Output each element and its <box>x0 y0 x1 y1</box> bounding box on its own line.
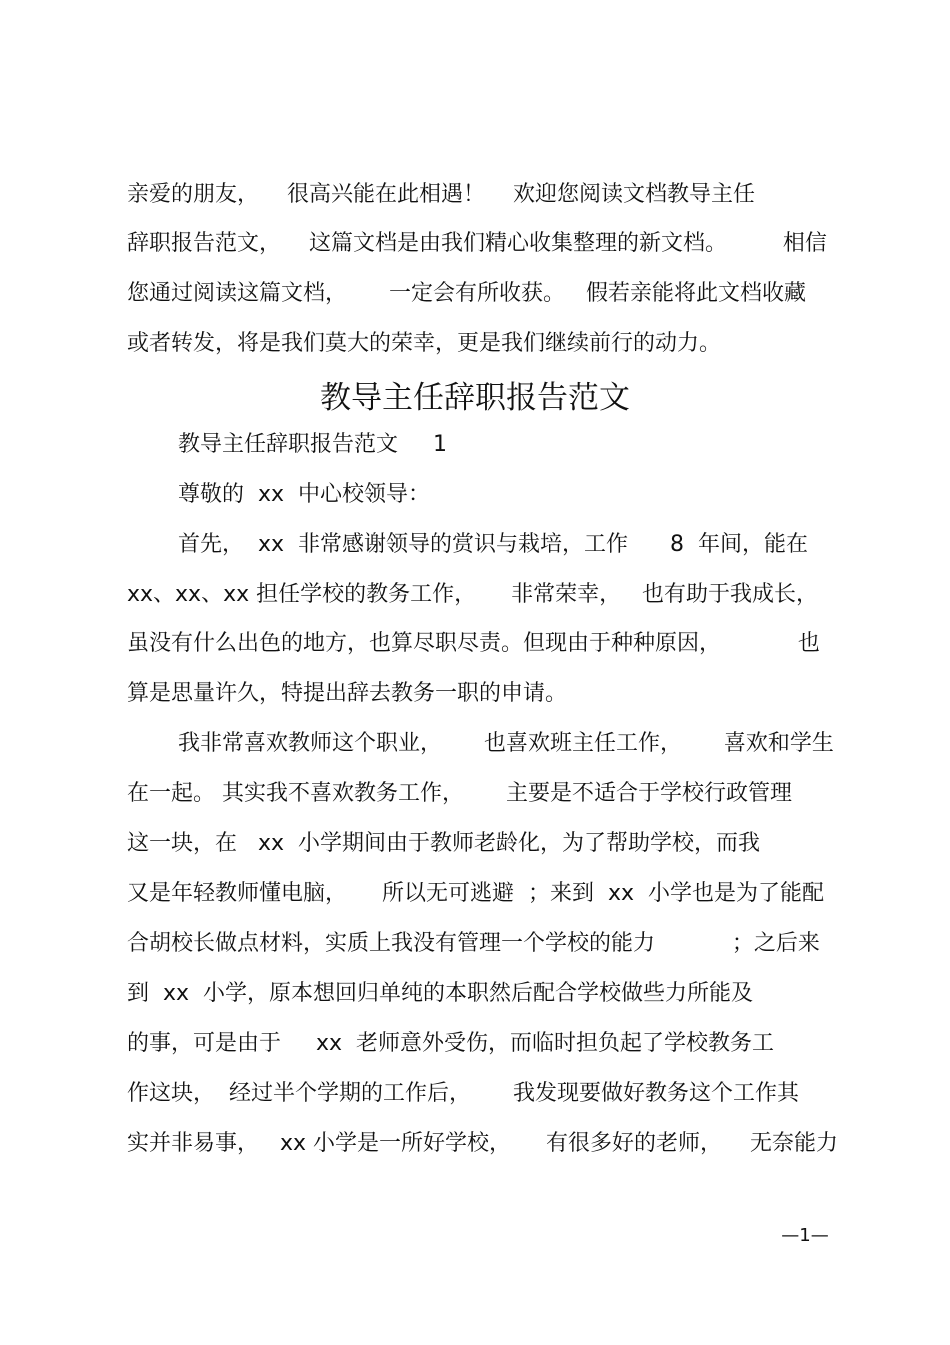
body-line: 在一起。 其实我不喜欢教务工作， 主要是不适合于学校行政管理 <box>127 781 792 806</box>
body-line: 这一块，在 xx 小学期间由于教师老龄化，为了帮助学校，而我 <box>127 831 761 856</box>
intro-line-4: 或者转发，将是我们莫大的荣幸，更是我们继续前行的动力。 <box>127 331 722 356</box>
body-line: 我非常喜欢教师这个职业， 也喜欢班主任工作， 喜欢和学生 <box>178 731 834 756</box>
body-line: xx、xx、xx 担任学校的教务工作， 非常荣幸， 也有助于我成长， <box>127 582 819 607</box>
body-line: 的事，可是由于 xx 老师意外受伤，而临时担负起了学校教务工 <box>127 1031 774 1056</box>
body-line: 首先， xx 非常感谢领导的赏识与栽培，工作 8 年间，能在 <box>178 532 808 557</box>
page-number: —1— <box>781 1225 829 1246</box>
body-line: 又是年轻教师懂电脑， 所以无可逃避 ；来到 xx 小学也是为了能配 <box>127 881 824 906</box>
body-line: 尊敬的 xx 中心校领导： <box>178 482 431 507</box>
body-line: 作这块， 经过半个学期的工作后， 我发现要做好教务这个工作其 <box>127 1081 799 1106</box>
intro-line-2: 辞职报告范文， 这篇文档是由我们精心收集整理的新文档。 相信 <box>127 231 827 256</box>
body-line: 到 xx 小学，原本想回归单纯的本职然后配合学校做些力所能及 <box>127 981 754 1006</box>
body-line: 教导主任辞职报告范文 1 <box>178 432 447 457</box>
body-line: 合胡校长做点材料，实质上我没有管理一个学校的能力 ；之后来 <box>127 931 820 956</box>
body-line: 虽没有什么出色的地方，也算尽职尽责。但现由于种种原因， 也 <box>127 631 820 656</box>
intro-line-3: 您通过阅读这篇文档， 一定会有所收获。 假若亲能将此文档收藏 <box>127 281 806 306</box>
body-line: 算是思量许久，特提出辞去教务一职的申请。 <box>127 681 568 706</box>
body-line: 实并非易事， xx 小学是一所好学校， 有很多好的老师， 无奈能力 <box>127 1131 838 1156</box>
intro-line-1: 亲爱的朋友， 很高兴能在此相遇！ 欢迎您阅读文档教导主任 <box>127 182 755 207</box>
document-title: 教导主任辞职报告范文 <box>320 380 630 416</box>
